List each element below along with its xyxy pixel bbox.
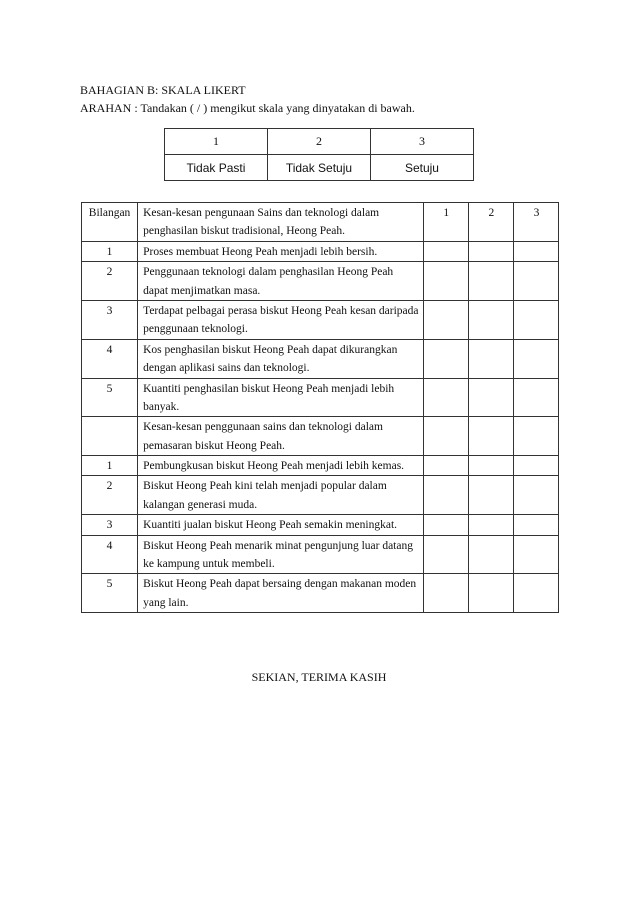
table-row — [82, 262, 559, 301]
rating-cell-1[interactable] — [423, 300, 468, 339]
rating-cell-3[interactable] — [513, 476, 558, 515]
rating-cell-2[interactable] — [468, 476, 513, 515]
item-statement: Kuantiti penghasilan biskut Heong Peah menjadi lebih banyak. — [138, 378, 424, 417]
section2-title: Kesan-kesan penggunaan sains dan teknologi dalam pemasaran biskut Heong Peah. — [138, 417, 424, 456]
rating-cell-1[interactable] — [423, 535, 468, 574]
item-statement: Pembungkusan biskut Heong Peah menjadi lebih kemas. — [138, 456, 424, 476]
header-rating-1: 1 — [423, 203, 468, 242]
scale-label-2: Tidak Setuju — [267, 155, 370, 181]
rating-cell-2[interactable] — [468, 574, 513, 613]
item-number: 2 — [82, 262, 138, 301]
header-bilangan: Bilangan — [82, 203, 138, 242]
table-row — [82, 574, 559, 613]
rating-cell-1[interactable] — [423, 456, 468, 476]
scale-label-1: Tidak Pasti — [165, 155, 268, 181]
rating-cell-3[interactable] — [513, 241, 558, 261]
rating-cell-1[interactable] — [423, 339, 468, 378]
item-number: 3 — [82, 515, 138, 535]
scale-label-3: Setuju — [370, 155, 473, 181]
rating-cell-1[interactable] — [423, 515, 468, 535]
item-number: 5 — [82, 574, 138, 613]
rating-cell-3[interactable] — [513, 515, 558, 535]
rating-cell-2[interactable] — [468, 241, 513, 261]
rating-cell-2[interactable] — [468, 378, 513, 417]
rating-cell-1[interactable] — [423, 241, 468, 261]
table-row — [82, 456, 559, 476]
rating-cell-3[interactable] — [513, 456, 558, 476]
item-statement: Kuantiti jualan biskut Heong Peah semakin meningkat. — [138, 515, 424, 535]
rating-cell-3[interactable] — [513, 535, 558, 574]
rating-cell-1[interactable] — [423, 378, 468, 417]
rating-cell-2 — [468, 417, 513, 456]
rating-cell-3[interactable] — [513, 300, 558, 339]
rating-cell-3 — [513, 417, 558, 456]
item-number: 1 — [82, 456, 138, 476]
rating-cell-2[interactable] — [468, 262, 513, 301]
scale-number-2: 2 — [267, 129, 370, 155]
likert-table — [81, 202, 559, 613]
item-number: 4 — [82, 339, 138, 378]
item-statement: Biskut Heong Peah dapat bersaing dengan makanan moden yang lain. — [138, 574, 424, 613]
table-row — [82, 515, 559, 535]
rating-cell-3[interactable] — [513, 339, 558, 378]
table-row — [82, 476, 559, 515]
rating-cell-2[interactable] — [468, 339, 513, 378]
rating-cell-2[interactable] — [468, 515, 513, 535]
rating-cell-2[interactable] — [468, 535, 513, 574]
table-row — [82, 339, 559, 378]
item-number: 1 — [82, 241, 138, 261]
rating-cell-2[interactable] — [468, 300, 513, 339]
rating-cell-1 — [423, 417, 468, 456]
section-title-row — [82, 417, 559, 456]
table-row — [82, 300, 559, 339]
rating-cell-3[interactable] — [513, 574, 558, 613]
item-statement: Penggunaan teknologi dalam penghasilan Heong Peah dapat menjimatkan masa. — [138, 262, 424, 301]
item-number: 4 — [82, 535, 138, 574]
section-heading: BAHAGIAN B: SKALA LIKERT — [80, 83, 246, 97]
header-rating-2: 2 — [468, 203, 513, 242]
scale-number-1: 1 — [165, 129, 268, 155]
item-number: 5 — [82, 378, 138, 417]
rating-cell-1[interactable] — [423, 262, 468, 301]
header-rating-3: 3 — [513, 203, 558, 242]
table-row — [82, 378, 559, 417]
rating-cell-1[interactable] — [423, 476, 468, 515]
item-statement: Biskut Heong Peah menarik minat pengunjung luar datang ke kampung untuk membeli. — [138, 535, 424, 574]
closing-text: SEKIAN, TERIMA KASIH — [251, 670, 387, 684]
item-statement: Proses membuat Heong Peah menjadi lebih bersih. — [138, 241, 424, 261]
table-header-row — [82, 203, 559, 242]
rating-cell-3[interactable] — [513, 378, 558, 417]
item-statement: Biskut Heong Peah kini telah menjadi popular dalam kalangan generasi muda. — [138, 476, 424, 515]
scale-number-3: 3 — [370, 129, 473, 155]
item-number: 2 — [82, 476, 138, 515]
table-row — [82, 535, 559, 574]
item-statement: Kos penghasilan biskut Heong Peah dapat dikurangkan dengan aplikasi sains dan teknologi. — [138, 339, 424, 378]
header-section1-title: Kesan-kesan pengunaan Sains dan teknologi dalam penghasilan biskut tradisional, Heong Peah. — [138, 203, 424, 242]
rating-cell-3[interactable] — [513, 262, 558, 301]
item-number — [82, 417, 138, 456]
item-statement: Terdapat pelbagai perasa biskut Heong Peah kesan daripada penggunaan teknologi. — [138, 300, 424, 339]
table-row — [82, 241, 559, 261]
item-number: 3 — [82, 300, 138, 339]
instruction-text: ARAHAN : Tandakan ( / ) mengikut skala yang dinyatakan di bawah. — [80, 101, 415, 115]
rating-cell-1[interactable] — [423, 574, 468, 613]
rating-cell-2[interactable] — [468, 456, 513, 476]
scale-legend-table — [164, 128, 474, 181]
